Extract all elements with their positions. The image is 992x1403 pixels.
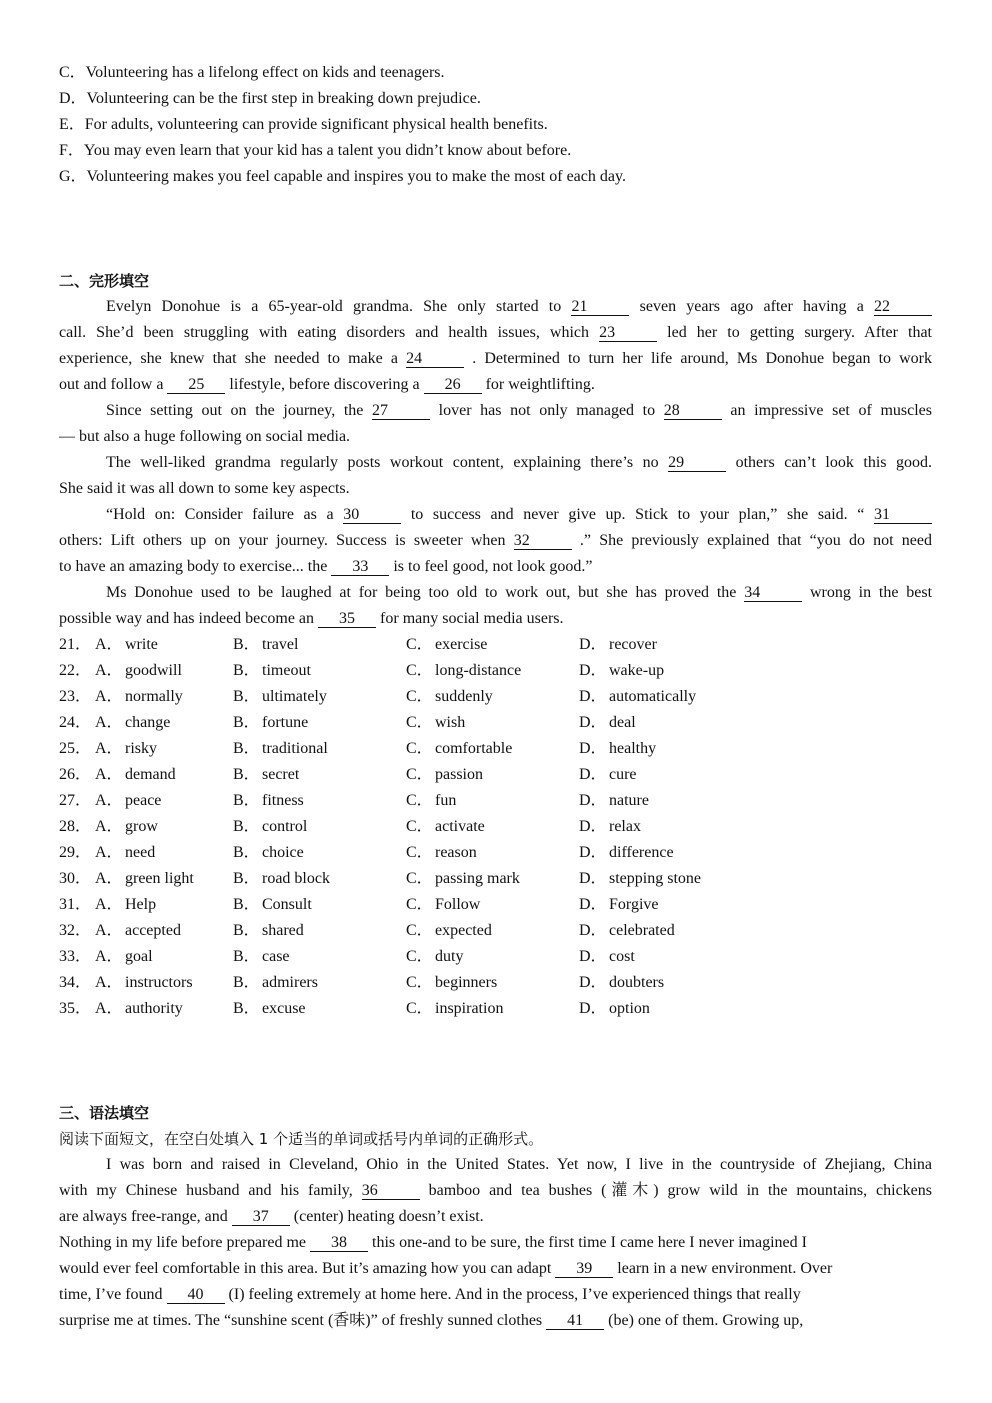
text-segment: others can’t look this good. <box>735 454 933 471</box>
option-b: secret <box>262 766 300 783</box>
text-segment: seven years ago after having a <box>639 298 875 315</box>
text-segment: She said it was all down to some key aspects. <box>59 480 350 497</box>
blank-21: 21 <box>571 299 629 316</box>
option-letter: C． <box>406 948 433 965</box>
paragraph-line <box>59 1258 932 1280</box>
option-d: healthy <box>609 740 657 757</box>
text-segment: learn in a new environment. Over <box>617 1260 833 1277</box>
blank-35: 35 <box>318 611 376 628</box>
text-segment: call. She’d been struggling with eating disorders and health issues, which <box>59 324 600 341</box>
option-letter: B． <box>233 818 260 835</box>
option-letter: C． <box>406 974 433 991</box>
option-d: relax <box>609 818 641 835</box>
option-letter: D． <box>579 818 607 835</box>
text-segment: this one-and to be sure, the first time I came here I never imagined I <box>372 1234 807 1251</box>
option-letter: A． <box>95 688 123 705</box>
option-letter: B． <box>233 896 260 913</box>
text-segment: lifestyle, before discovering a <box>229 376 424 393</box>
option-d: celebrated <box>609 922 675 939</box>
option-a: write <box>125 636 158 653</box>
text-segment: with my Chinese husband and his family, <box>59 1182 362 1199</box>
text-segment: I was born and raised in Cleveland, Ohio in the United States. Yet now, I live in the countryside of Zhejiang, China <box>106 1156 932 1173</box>
option-c: passing mark <box>435 870 520 887</box>
option-b: excuse <box>262 1000 306 1017</box>
text-segment: to success and never give up. Stick to your plan,” she said. “ <box>410 506 865 523</box>
blank-31: 31 <box>874 507 932 524</box>
option-c: long-distance <box>435 662 522 679</box>
option-letter: D． <box>579 948 607 965</box>
text-segment: surprise me at times. The “sunshine scent (香味)” of freshly sunned clothes <box>59 1312 547 1329</box>
option-a: change <box>125 714 171 731</box>
instruction-text: 阅读下面短文，在空白处填入 1 个适当的单词或括号内单词的正确形式。 <box>59 1130 544 1148</box>
option-c: inspiration <box>435 1000 504 1017</box>
option-c: exercise <box>435 636 488 653</box>
text-segment: an impressive set of muscles <box>730 402 933 419</box>
option-letter: D． <box>579 844 607 861</box>
text-segment: experience, she knew that she needed to make a <box>59 350 407 367</box>
text-segment: “Hold on: Consider failure as a <box>106 506 344 523</box>
text-segment: . Determined to turn her life around, Ms Donohue began to work <box>472 350 933 367</box>
blank-40: 40 <box>167 1287 225 1304</box>
option-letter: D． <box>579 662 607 679</box>
option-b: Consult <box>262 896 312 913</box>
blank-39: 39 <box>555 1261 613 1278</box>
option-letter: B． <box>233 922 260 939</box>
option-b: choice <box>262 844 304 861</box>
paragraph-line <box>59 452 932 474</box>
option-b: control <box>262 818 308 835</box>
text-segment: would ever feel comfortable in this area. But it’s amazing how you can adapt <box>59 1260 556 1277</box>
option-letter: D． <box>579 740 607 757</box>
blank-41: 41 <box>546 1313 604 1330</box>
option-letter: B． <box>233 844 260 861</box>
question-options <box>0 998 992 1020</box>
option-c: comfortable <box>435 740 513 757</box>
option-letter: A． <box>95 844 123 861</box>
text-segment: out and follow a <box>59 376 168 393</box>
question-number: 29． <box>59 844 92 861</box>
option-letter: C． <box>406 740 433 757</box>
question-options <box>0 738 992 760</box>
paragraph-line <box>59 322 932 344</box>
option-d: recover <box>609 636 657 653</box>
paragraph-line <box>59 374 932 396</box>
option-b: case <box>262 948 290 965</box>
text-segment: led her to getting surgery. After that <box>667 324 932 341</box>
option-letter: D． <box>579 792 607 809</box>
answer-option: E．For adults, volunteering can provide significant physical health benefits. <box>59 116 548 133</box>
text-segment: wrong in the best <box>809 584 933 601</box>
option-a: goodwill <box>125 662 182 679</box>
option-a: need <box>125 844 156 861</box>
option-c: Follow <box>435 896 481 913</box>
blank-28: 28 <box>664 403 722 420</box>
question-number: 21． <box>59 636 92 653</box>
blank-22: 22 <box>874 299 932 316</box>
option-letter: A． <box>95 1000 123 1017</box>
blank-27: 27 <box>372 403 430 420</box>
option-b: road block <box>262 870 330 887</box>
option-letter: A． <box>95 766 123 783</box>
question-options <box>0 972 992 994</box>
text-segment: are always free-range, and <box>59 1208 232 1225</box>
answer-option: D．Volunteering can be the first step in breaking down prejudice. <box>59 90 481 107</box>
option-letter: D． <box>579 896 607 913</box>
question-number: 27． <box>59 792 92 809</box>
blank-25: 25 <box>167 377 225 394</box>
option-d: cost <box>609 948 635 965</box>
option-b: fitness <box>262 792 304 809</box>
option-a: normally <box>125 688 183 705</box>
option-letter: C． <box>406 714 433 731</box>
paragraph-line <box>59 582 932 604</box>
option-letter: D． <box>579 688 607 705</box>
question-options <box>0 712 992 734</box>
blank-32: 32 <box>514 533 572 550</box>
option-d: option <box>609 1000 650 1017</box>
option-letter: A． <box>95 662 123 679</box>
text-segment: Since setting out on the journey, the <box>106 402 373 419</box>
option-c: duty <box>435 948 464 965</box>
paragraph-line <box>59 296 932 318</box>
text-segment: — but also a huge following on social media. <box>59 428 351 445</box>
text-segment: lover has not only managed to <box>438 402 664 419</box>
text-segment: Evelyn Donohue is a 65-year-old grandma. She only started to <box>106 298 572 315</box>
option-a: goal <box>125 948 153 965</box>
question-number: 23． <box>59 688 92 705</box>
option-letter: B． <box>233 636 260 653</box>
paragraph-line <box>59 1232 932 1254</box>
answer-option: C．Volunteering has a lifelong effect on kids and teenagers. <box>59 64 445 81</box>
option-c: expected <box>435 922 492 939</box>
paragraph-line <box>59 530 932 552</box>
question-options <box>0 660 992 682</box>
question-options <box>0 868 992 890</box>
paragraph-line <box>59 426 932 448</box>
option-letter: C． <box>406 766 433 783</box>
question-number: 26． <box>59 766 92 783</box>
option-letter: B． <box>233 870 260 887</box>
option-letter: D． <box>579 714 607 731</box>
blank-33: 33 <box>331 559 389 576</box>
option-letter: C． <box>406 688 433 705</box>
text-segment: (center) heating doesn’t exist. <box>293 1208 484 1225</box>
question-options <box>0 842 992 864</box>
answer-option: G．Volunteering makes you feel capable and inspires you to make the most of each day. <box>59 168 626 185</box>
option-letter: C． <box>406 792 433 809</box>
question-options <box>0 764 992 786</box>
text-segment: The well-liked grandma regularly posts workout content, explaining there’s no <box>106 454 669 471</box>
option-letter: B． <box>233 974 260 991</box>
option-letter: A． <box>95 740 123 757</box>
option-d: difference <box>609 844 674 861</box>
option-c: suddenly <box>435 688 493 705</box>
option-a: demand <box>125 766 176 783</box>
option-b: travel <box>262 636 299 653</box>
option-letter: C． <box>406 870 433 887</box>
option-a: instructors <box>125 974 193 991</box>
option-letter: C． <box>406 844 433 861</box>
blank-37: 37 <box>232 1209 290 1226</box>
blank-34: 34 <box>744 585 802 602</box>
blank-26: 26 <box>424 377 482 394</box>
question-options <box>0 920 992 942</box>
paragraph-line <box>59 1154 932 1176</box>
blank-24: 24 <box>406 351 464 368</box>
option-d: Forgive <box>609 896 659 913</box>
text-segment: to have an amazing body to exercise... the <box>59 558 332 575</box>
option-letter: C． <box>406 1000 433 1017</box>
option-b: shared <box>262 922 304 939</box>
option-b: traditional <box>262 740 328 757</box>
option-d: automatically <box>609 688 697 705</box>
option-letter: C． <box>406 818 433 835</box>
option-b: timeout <box>262 662 311 679</box>
option-d: nature <box>609 792 649 809</box>
option-letter: D． <box>579 922 607 939</box>
question-options <box>0 686 992 708</box>
option-letter: C． <box>406 896 433 913</box>
text-segment: Ms Donohue used to be laughed at for being too old to work out, but she has proved the <box>106 584 745 601</box>
text-segment: others: Lift others up on your journey. Success is sweeter when <box>59 532 514 549</box>
question-options <box>0 790 992 812</box>
blank-38: 38 <box>310 1235 368 1252</box>
option-a: grow <box>125 818 158 835</box>
paragraph-line <box>59 348 932 370</box>
option-b: admirers <box>262 974 318 991</box>
option-c: beginners <box>435 974 498 991</box>
option-letter: D． <box>579 766 607 783</box>
paragraph-line <box>59 400 932 422</box>
question-number: 31． <box>59 896 92 913</box>
text-segment: for weightlifting. <box>485 376 595 393</box>
question-options <box>0 894 992 916</box>
question-options <box>0 946 992 968</box>
paragraph-line <box>59 1180 932 1202</box>
answer-option: F．You may even learn that your kid has a talent you didn’t know about before. <box>59 142 572 159</box>
option-c: wish <box>435 714 466 731</box>
option-letter: A． <box>95 974 123 991</box>
option-letter: A． <box>95 792 123 809</box>
option-letter: B． <box>233 740 260 757</box>
question-number: 22． <box>59 662 92 679</box>
option-letter: B． <box>233 662 260 679</box>
option-letter: B． <box>233 948 260 965</box>
option-letter: B． <box>233 1000 260 1017</box>
option-letter: B． <box>233 792 260 809</box>
option-letter: C． <box>406 662 433 679</box>
option-letter: D． <box>579 870 607 887</box>
option-letter: D． <box>579 636 607 653</box>
question-number: 35． <box>59 1000 92 1017</box>
option-letter: A． <box>95 870 123 887</box>
option-c: reason <box>435 844 477 861</box>
option-letter: B． <box>233 766 260 783</box>
option-c: activate <box>435 818 485 835</box>
option-b: fortune <box>262 714 309 731</box>
paragraph-line <box>59 504 932 526</box>
text-segment: Nothing in my life before prepared me <box>59 1234 311 1251</box>
option-a: accepted <box>125 922 181 939</box>
text-segment: bamboo and tea bushes (灌木) grow wild in the mountains, chickens <box>428 1182 932 1199</box>
option-letter: C． <box>406 636 433 653</box>
text-segment: is to feel good, not look good.” <box>393 558 593 575</box>
option-letter: A． <box>95 714 123 731</box>
option-letter: A． <box>95 818 123 835</box>
option-b: ultimately <box>262 688 327 705</box>
option-a: risky <box>125 740 157 757</box>
blank-29: 29 <box>668 455 726 472</box>
option-letter: D． <box>579 1000 607 1017</box>
option-letter: D． <box>579 974 607 991</box>
question-number: 34． <box>59 974 92 991</box>
section-heading: 二、完形填空 <box>59 272 150 290</box>
text-segment: time, I’ve found <box>59 1286 167 1303</box>
question-number: 24． <box>59 714 92 731</box>
option-letter: A． <box>95 948 123 965</box>
option-letter: B． <box>233 688 260 705</box>
option-letter: C． <box>406 922 433 939</box>
blank-23: 23 <box>599 325 657 342</box>
question-number: 33． <box>59 948 92 965</box>
question-number: 28． <box>59 818 92 835</box>
option-d: wake-up <box>609 662 665 679</box>
option-c: passion <box>435 766 483 783</box>
option-letter: A． <box>95 922 123 939</box>
section-heading: 三、语法填空 <box>59 1104 150 1122</box>
paragraph-line <box>59 478 932 500</box>
option-d: cure <box>609 766 637 783</box>
option-letter: A． <box>95 636 123 653</box>
option-letter: A． <box>95 896 123 913</box>
option-a: authority <box>125 1000 183 1017</box>
option-a: Help <box>125 896 157 913</box>
question-options <box>0 816 992 838</box>
text-segment: (I) feeling extremely at home here. And in the process, I’ve experienced things that really <box>228 1286 801 1303</box>
text-segment: possible way and has indeed become an <box>59 610 319 627</box>
text-segment: .” She previously explained that “you do not need <box>579 532 932 549</box>
option-c: fun <box>435 792 457 809</box>
paragraph-line <box>59 1284 932 1306</box>
paragraph-line <box>59 1310 932 1332</box>
question-number: 30． <box>59 870 92 887</box>
text-segment: for many social media users. <box>380 610 564 627</box>
question-number: 25． <box>59 740 92 757</box>
paragraph-line <box>59 556 932 578</box>
option-d: doubters <box>609 974 665 991</box>
option-d: stepping stone <box>609 870 701 887</box>
question-options <box>0 634 992 656</box>
paragraph-line <box>59 608 932 630</box>
option-letter: B． <box>233 714 260 731</box>
option-a: green light <box>125 870 194 887</box>
paragraph-line <box>59 1206 932 1228</box>
blank-36: 36 <box>362 1183 420 1200</box>
text-segment: (be) one of them. Growing up, <box>608 1312 804 1329</box>
option-a: peace <box>125 792 162 809</box>
question-number: 32． <box>59 922 92 939</box>
blank-30: 30 <box>343 507 401 524</box>
option-d: deal <box>609 714 636 731</box>
